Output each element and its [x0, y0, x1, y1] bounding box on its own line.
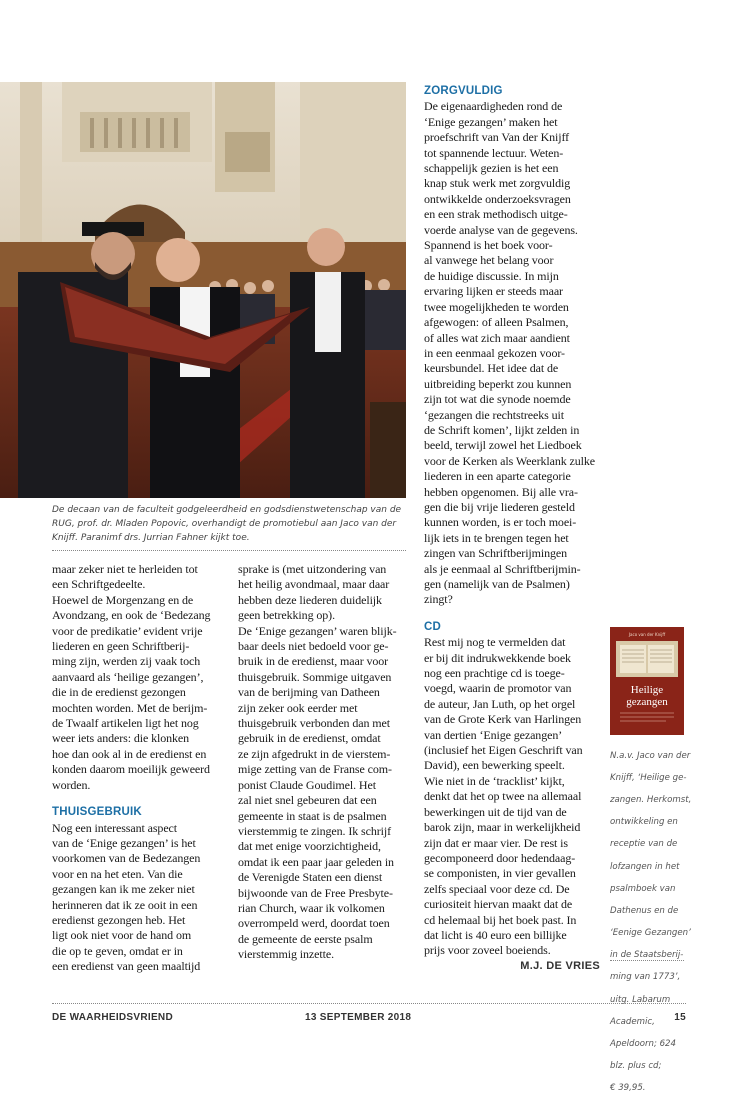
text-line: Academic, [610, 1016, 655, 1027]
text-line: ming zijn, werden zij vaak toch [52, 654, 201, 669]
text-line: maar zeker niet te herleiden tot [52, 562, 198, 576]
book-cover [610, 627, 684, 735]
text-line: baar deels niet bedoeld voor ge- [238, 639, 389, 654]
text-line: als je eenmaal al Schriftberijmin- [424, 561, 581, 576]
text-line: voegd, waarin de promotor van [424, 681, 572, 696]
text-line: omdat ik een paar jaar geleden in [238, 854, 394, 869]
text-line: se componisten, in vier gevallen [424, 866, 576, 881]
text-line: gecomponeerd door hedendaag- [424, 850, 576, 865]
text-line: zingt? [424, 592, 453, 607]
text-line: nog een prachtige cd is toege- [424, 666, 565, 681]
text-line: overrompeld werd, doordat toen [238, 916, 390, 931]
text-line: ervaring lijken er steeds maar [424, 284, 563, 299]
text-line: gebruik in de eredienst, omdat [238, 731, 381, 746]
text-line: zingen van Schriftberijmingen [424, 546, 568, 561]
text-line: gezangen kan ik me zeker niet [52, 882, 195, 897]
text-line: blz. plus cd; [610, 1061, 662, 1072]
text-line: dat licht is 40 euro een billijke [424, 927, 567, 942]
text-line: zijn dat er maar vier. De rest is [424, 835, 568, 850]
text-line: ligt ook niet voor de hand om [52, 928, 192, 943]
text-line: knap stuk werk met zorgvuldig [424, 176, 571, 191]
text-line: thuisgebruik. Sommige uitgaven [238, 669, 392, 684]
book-cover-title-2: gezangen [626, 696, 668, 708]
text-line: proefschrift van Van der Knijff [424, 130, 570, 145]
text-line: rian Church, waar ik volkomen [238, 900, 385, 915]
text-line: ze zijn afgedrukt in de vierstem- [238, 746, 391, 761]
text-line: prijs voor zoveel boeiends. [424, 943, 551, 958]
text-line: geen betrekking op). [238, 608, 335, 623]
text-line: psalmboek van [610, 883, 676, 894]
section-heading-zorgvuldig: ZORGVULDIG [424, 85, 503, 97]
text-line: de Twaalf artikelen ligt het nog [52, 716, 199, 731]
text-line: ponist Claude Goudimel. Het [238, 777, 376, 792]
text-line: voor de predikatie’ evident vrije [52, 623, 203, 638]
page-number: 15 [674, 1012, 686, 1023]
text-line: uitg. Labarum [610, 994, 671, 1005]
text-line: hebben deze liederen duidelijk [238, 592, 382, 607]
text-line: aanvaard als ‘heilige gezangen’, [52, 669, 204, 684]
text-line: de gemeente de eerste psalm [238, 931, 373, 946]
book-cover-illustration [610, 627, 684, 735]
divider [610, 960, 684, 961]
text-line: een Schriftgedeelte. [52, 577, 146, 592]
text-line: vierstemmig inzette. [238, 947, 334, 962]
text-line: de Schrift komen’, lijkt zelden in [424, 422, 580, 437]
text-line: en een strak methodisch uitge- [424, 207, 568, 222]
text-line: N.a.v. Jaco van der [610, 750, 691, 761]
text-line: hebben opgenomen. Bij alle vra- [424, 484, 578, 499]
text-line: ‘gezangen die rechtstreeks uit [424, 407, 564, 422]
column-1-body [52, 562, 232, 793]
text-line: konden daarom moeilijk geweerd [52, 762, 210, 777]
text-line: bruik in de eredienst, maar voor [238, 654, 389, 669]
author-signature: M.J. DE VRIES [520, 959, 600, 972]
text-line: Apeldoorn; 624 [610, 1039, 676, 1050]
text-line: ‘Enige gezangen’ maken het [424, 114, 558, 129]
text-line: cd helemaal bij het boek past. In [424, 912, 577, 927]
text-line: zijn tot wat die synode noemde [424, 392, 571, 407]
text-line: tot spannende lectuur. Weten- [424, 145, 564, 160]
divider [52, 550, 406, 551]
text-line: van de Grote Kerk van Harlingen [424, 712, 582, 727]
column-3 [424, 84, 600, 974]
text-line: al vanwege het belang voor [424, 253, 554, 268]
text-line: het heilig avondmaal, maar daar [238, 577, 390, 592]
photo-caption: De decaan van de faculteit godgeleerdheid en godsdienstwetenschap van de RUG, prof. dr. Mladen Popovic, overhandigt de promotiebul aan Jaco van der Knijff. Paranimf drs. Jurrian Fahner kijkt toe. [52, 505, 402, 543]
column-2-body [238, 562, 410, 963]
text-line: hoe dan ook al in de eredienst en [52, 746, 207, 761]
text-line: bijwoonde van de Free Presbyte- [238, 885, 393, 900]
column-1 [52, 562, 232, 975]
column-2 [238, 562, 410, 963]
text-line: € 39,95. [610, 1083, 646, 1094]
text-line: voor en na het eten. Van die [52, 866, 183, 881]
text-line: zelfs speciaal voor deze cd. De [424, 881, 570, 896]
ceremony-photo-illustration [0, 82, 406, 498]
column-3-body [424, 99, 600, 607]
book-info [610, 741, 692, 1105]
text-line: vierstemmig te zingen. Ik schrijf [238, 823, 391, 838]
text-line: curiositeit hiervan maakt dat de [424, 897, 573, 912]
column-1-body-2 [52, 821, 232, 975]
text-line: lijk iets in te brengen tegen het [424, 530, 569, 545]
text-line: eredienst gezongen heb. Het [52, 912, 186, 927]
text-line: (inclusief het Eigen Geschrift van [424, 743, 583, 758]
text-line: voerde analyse van de gegevens. [424, 222, 578, 237]
text-line: een eredienst van geen maaltijd [52, 959, 201, 974]
footer [52, 1012, 686, 1026]
text-line: van de ‘Enige gezangen’ is het [52, 835, 196, 850]
text-line: Rest mij nog te vermelden dat [424, 635, 566, 650]
text-line: zal niet snel gebeuren dat een [238, 793, 377, 808]
text-line: David), een bewerking speelt. [424, 758, 565, 773]
text-line: schappelijk gezien is het een [424, 161, 559, 176]
text-line: Wie niet in de ‘tracklist’ kijkt, [424, 773, 565, 788]
text-line: zijn zeker ook eerder met [238, 700, 358, 715]
text-line: ontwikkelde onderzoeksvragen [424, 191, 571, 206]
text-line: liederen in een aparte categorie [424, 469, 571, 484]
text-line: Dathenus en de [610, 905, 679, 916]
column-3-body-2 [424, 635, 600, 959]
text-line: in een eenmaal gekozen voor- [424, 345, 565, 360]
text-line: voorkomen van de Bedezangen [52, 851, 201, 866]
text-line: barok zijn, maar in werkelijkheid [424, 820, 581, 835]
text-line: Avondzang, en ook de ‘Bedezang [52, 608, 211, 623]
section-heading-cd: CD [424, 620, 442, 633]
text-line: Spannend is het boek voor- [424, 238, 553, 253]
text-line: de huidige discussie. In mijn [424, 268, 559, 283]
text-line: uitbreiding beperkt zou kunnen [424, 376, 572, 391]
text-line: zangen. Herkomst, [610, 794, 692, 805]
text-line: gen die bij vrije liederen gesteld [424, 499, 575, 514]
text-line: mige zetting van de Franse com- [238, 762, 392, 777]
text-line: weer iets anders: die klonken [52, 731, 190, 746]
text-line: die op te geven, omdat er in [52, 943, 183, 958]
footer-divider [52, 1003, 686, 1004]
text-line: sprake is (met uitzondering van [238, 562, 387, 576]
text-line: er bij dit indrukwekkende boek [424, 650, 571, 665]
text-line: twee mogelijkheden te worden [424, 299, 569, 314]
text-line: ontwikkeling en [610, 817, 678, 828]
text-line: De ‘Enige gezangen’ waren blijk- [238, 623, 397, 638]
text-line: ming van 1773’, [610, 972, 681, 983]
text-line: of alles wat zich maar aandient [424, 330, 570, 345]
text-line: herinneren dat ik ze ooit in een [52, 897, 198, 912]
text-line: Knijff, ‘Heilige ge- [610, 772, 687, 783]
text-line: De eigenaardigheden rond de [424, 99, 563, 114]
text-line: afgewogen: of alleen Psalmen, [424, 315, 569, 330]
text-line: thuisgebruik verbonden dan met [238, 716, 390, 731]
text-line: de auteur, Jan Luth, op het orgel [424, 696, 576, 711]
text-line: liederen en geen Schriftberij- [52, 639, 190, 654]
publication-name: DE WAARHEIDSVRIEND [52, 1012, 173, 1023]
text-line: keursbundel. Het idee dat de [424, 361, 559, 376]
text-line: voor de Kerken als Weerklank zulke [424, 453, 596, 468]
text-line: Nog een interessant aspect [52, 820, 178, 835]
text-line: in de Staatsberij- [610, 950, 684, 961]
text-line: gen (namelijk van de Psalmen) [424, 577, 570, 591]
text-line: denkt dat het op twee na allemaal [424, 789, 582, 804]
book-cover-title-1: Heilige [630, 684, 664, 696]
text-line: van dertien ‘Enige gezangen’ [424, 727, 563, 742]
text-line: kunnen worden, is er toch moei- [424, 515, 577, 530]
text-line: bewerkingen uit de tijd van de [424, 804, 567, 819]
text-line: mochten worden. Met de berijm- [52, 700, 208, 715]
book-cover-author: Jaco van der Knijff [628, 632, 666, 637]
ceremony-photo [0, 82, 406, 498]
text-line: gemeente in staat is de psalmen [238, 808, 387, 823]
text-line: van de berijming van Datheen [238, 685, 380, 700]
text-line: dat met enige voorzichtigheid, [238, 839, 381, 854]
text-line: ‘Eenige Gezangen’ [610, 928, 691, 939]
text-line: Hoewel de Morgenzang en de [52, 592, 194, 607]
issue-date: 13 SEPTEMBER 2018 [305, 1012, 412, 1023]
text-line: de Verenigde Staten een dienst [238, 870, 383, 885]
text-line: beeld, terwijl zowel het Liedboek [424, 438, 582, 453]
text-line: die in de eredienst gezongen [52, 685, 186, 700]
text-line: lofzangen in het [610, 861, 680, 872]
text-line: worden. [52, 777, 91, 792]
text-line: receptie van de [610, 839, 678, 850]
section-heading-thuisgebruik: THUISGEBRUIK [52, 806, 142, 819]
